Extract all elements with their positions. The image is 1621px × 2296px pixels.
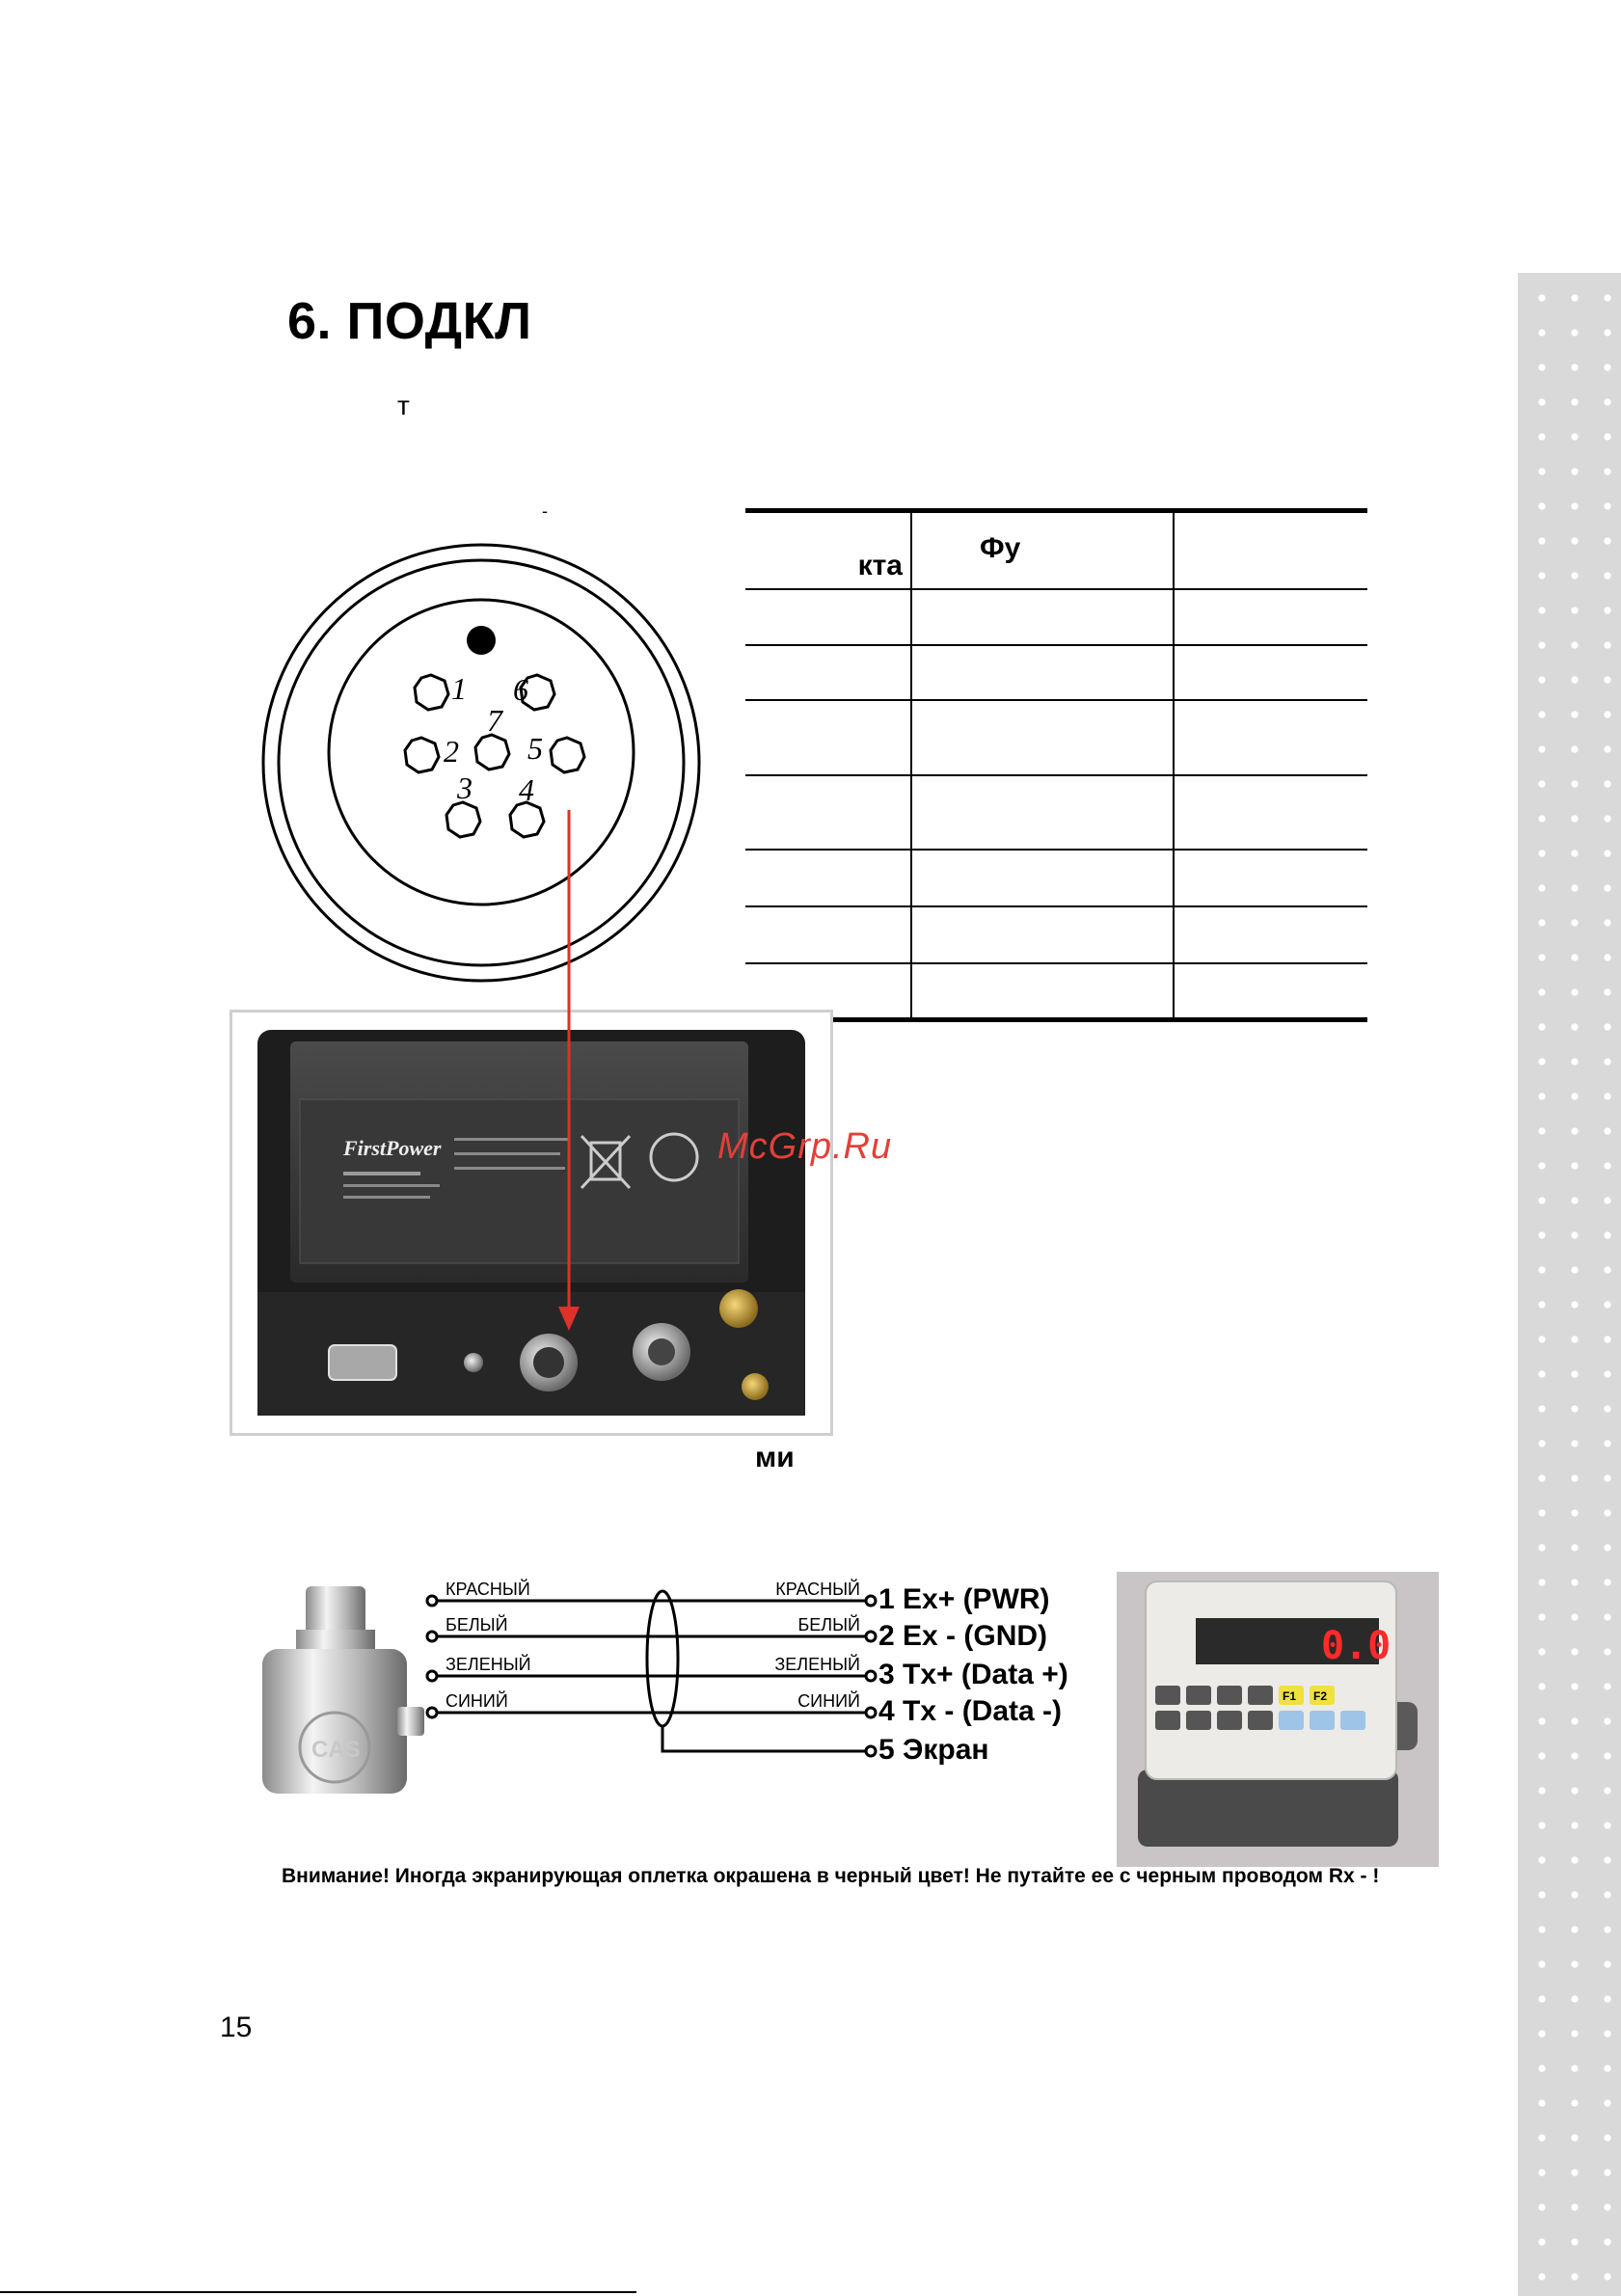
pin-label-7: 7 bbox=[487, 703, 502, 738]
table-row bbox=[745, 850, 1367, 906]
loadcell-collar bbox=[296, 1630, 375, 1649]
table-row bbox=[745, 906, 1367, 963]
wire-end-left bbox=[427, 1671, 437, 1681]
battery-text-line bbox=[343, 1196, 430, 1199]
loadcell-body bbox=[262, 1649, 407, 1794]
table-cell bbox=[911, 589, 1174, 645]
pin-function-table bbox=[745, 508, 1367, 1022]
table-row bbox=[745, 645, 1367, 701]
side-decoration-strip bbox=[1518, 273, 1621, 2296]
table-header-third bbox=[1174, 511, 1367, 589]
table-cell bbox=[911, 645, 1174, 701]
brass-terminal bbox=[719, 1289, 758, 1328]
table-cell bbox=[911, 906, 1174, 963]
section-title: 6. ПОДКЛ bbox=[287, 292, 532, 350]
wire-shield bbox=[662, 1726, 868, 1751]
pin-7-shape bbox=[475, 735, 509, 770]
table-cell bbox=[745, 775, 911, 850]
indicator-key-f2-label: F2 bbox=[1313, 1689, 1328, 1703]
pin-label-2: 2 bbox=[444, 734, 459, 769]
cable-shield-loop bbox=[647, 1591, 678, 1726]
small-mark: - bbox=[542, 501, 548, 521]
wire-end-right bbox=[866, 1596, 876, 1606]
wire-label-left-white: БЕЛЫЙ bbox=[446, 1615, 508, 1634]
indicator-keys-blue bbox=[1279, 1711, 1365, 1730]
wire-end-right bbox=[866, 1746, 876, 1756]
wire-end-right bbox=[866, 1671, 876, 1681]
pin-1-shape bbox=[415, 675, 448, 710]
terminal-1: 1 Ex+ (PWR) bbox=[878, 1583, 1050, 1615]
watermark: McGrp.Ru bbox=[717, 1126, 893, 1167]
wire-end-left bbox=[427, 1632, 437, 1641]
connector-key-notch bbox=[467, 626, 496, 655]
terminal-2: 2 Ex - (GND) bbox=[878, 1620, 1048, 1652]
table-cell bbox=[745, 850, 911, 906]
table-row bbox=[745, 775, 1367, 850]
wire-label-left-red: КРАСНЫЙ bbox=[446, 1580, 530, 1599]
pin-label-3: 3 bbox=[457, 770, 473, 805]
indicator-display-value: 0.0 bbox=[1321, 1624, 1391, 1668]
pin-label-1: 1 bbox=[451, 671, 467, 706]
power-connector-socket bbox=[648, 1338, 675, 1365]
loadcell-top-button bbox=[306, 1586, 365, 1634]
battery-brand: FirstPower bbox=[343, 1136, 442, 1160]
terminal-5: 5 Экран bbox=[878, 1734, 989, 1766]
pin-label-5: 5 bbox=[527, 731, 543, 766]
subtitle-fragment: т bbox=[397, 391, 410, 420]
table-cell bbox=[1174, 700, 1367, 774]
table-cell bbox=[911, 963, 1174, 1020]
table-cell bbox=[1174, 906, 1367, 963]
battery-text-line bbox=[343, 1184, 440, 1187]
loadcell-brand: CAS bbox=[311, 1737, 361, 1763]
table-row bbox=[745, 963, 1367, 1020]
loadcell-connector-socket bbox=[533, 1347, 564, 1378]
table-cell bbox=[745, 589, 911, 645]
brass-terminal bbox=[742, 1373, 769, 1400]
pin-2-shape bbox=[405, 738, 439, 772]
table-header-row bbox=[745, 511, 1367, 589]
pin-3-shape bbox=[446, 802, 480, 837]
warning-note: Внимание! Иногда экранирующая оплетка окрашена в черный цвет! Не путайте ее с черным проводом Rx - ! bbox=[282, 1865, 1380, 1887]
loadcell-image bbox=[253, 1581, 426, 1823]
battery-text-line bbox=[454, 1152, 560, 1155]
terminal-4: 4 Tx - (Data -) bbox=[878, 1695, 1063, 1727]
table-cell bbox=[1174, 775, 1367, 850]
photo-caption: ми bbox=[755, 1442, 795, 1473]
wire-label-left-blue: СИНИЙ bbox=[446, 1691, 508, 1711]
pin-label-4: 4 bbox=[519, 772, 534, 807]
table-cell bbox=[745, 645, 911, 701]
wire-end-right bbox=[866, 1708, 876, 1717]
wire-label-right-white: БЕЛЫЙ bbox=[797, 1615, 860, 1634]
wire-label-right-green: ЗЕЛЕНЫЙ bbox=[774, 1655, 860, 1674]
loadcell-cable-gland bbox=[397, 1707, 424, 1736]
indicator-image bbox=[1117, 1572, 1439, 1867]
battery-text-line bbox=[454, 1167, 565, 1170]
pin-5-shape bbox=[551, 738, 584, 772]
wire-label-left-green: ЗЕЛЕНЫЙ bbox=[446, 1655, 531, 1674]
table-header-contact: кта bbox=[745, 511, 911, 589]
serial-port bbox=[329, 1345, 396, 1380]
table-cell bbox=[745, 700, 911, 774]
table-cell bbox=[911, 775, 1174, 850]
table-header-function: Фу bbox=[911, 511, 1174, 589]
pin-label-6: 6 bbox=[513, 672, 528, 707]
bottom-rule bbox=[0, 2291, 636, 2293]
wire-label-right-red: КРАСНЫЙ bbox=[775, 1580, 860, 1599]
device-photo-illustration bbox=[232, 1013, 830, 1433]
indicator-front-panel bbox=[1146, 1581, 1396, 1779]
table-cell bbox=[1174, 963, 1367, 1020]
wire-end-right bbox=[866, 1632, 876, 1641]
page-number: 15 bbox=[220, 2012, 253, 2043]
battery-text-line bbox=[343, 1172, 420, 1175]
table-row bbox=[745, 589, 1367, 645]
table-row bbox=[745, 700, 1367, 774]
wire-end-left bbox=[427, 1708, 437, 1717]
wire-end-left bbox=[427, 1596, 437, 1606]
table-cell bbox=[1174, 589, 1367, 645]
connection-arrow bbox=[550, 810, 588, 1340]
wire-label-right-blue: СИНИЙ bbox=[797, 1691, 860, 1711]
table-cell bbox=[745, 906, 911, 963]
screw bbox=[464, 1353, 483, 1372]
arrow-head bbox=[558, 1307, 580, 1331]
device-photo bbox=[230, 1010, 833, 1436]
table-cell bbox=[1174, 645, 1367, 701]
pin-4-shape bbox=[510, 802, 544, 837]
terminal-3: 3 Tx+ (Data +) bbox=[878, 1659, 1068, 1690]
indicator-stand bbox=[1138, 1769, 1398, 1847]
table-cell bbox=[1174, 850, 1367, 906]
table-cell bbox=[911, 700, 1174, 774]
indicator-key-f1-label: F1 bbox=[1283, 1689, 1297, 1703]
table-cell bbox=[911, 850, 1174, 906]
